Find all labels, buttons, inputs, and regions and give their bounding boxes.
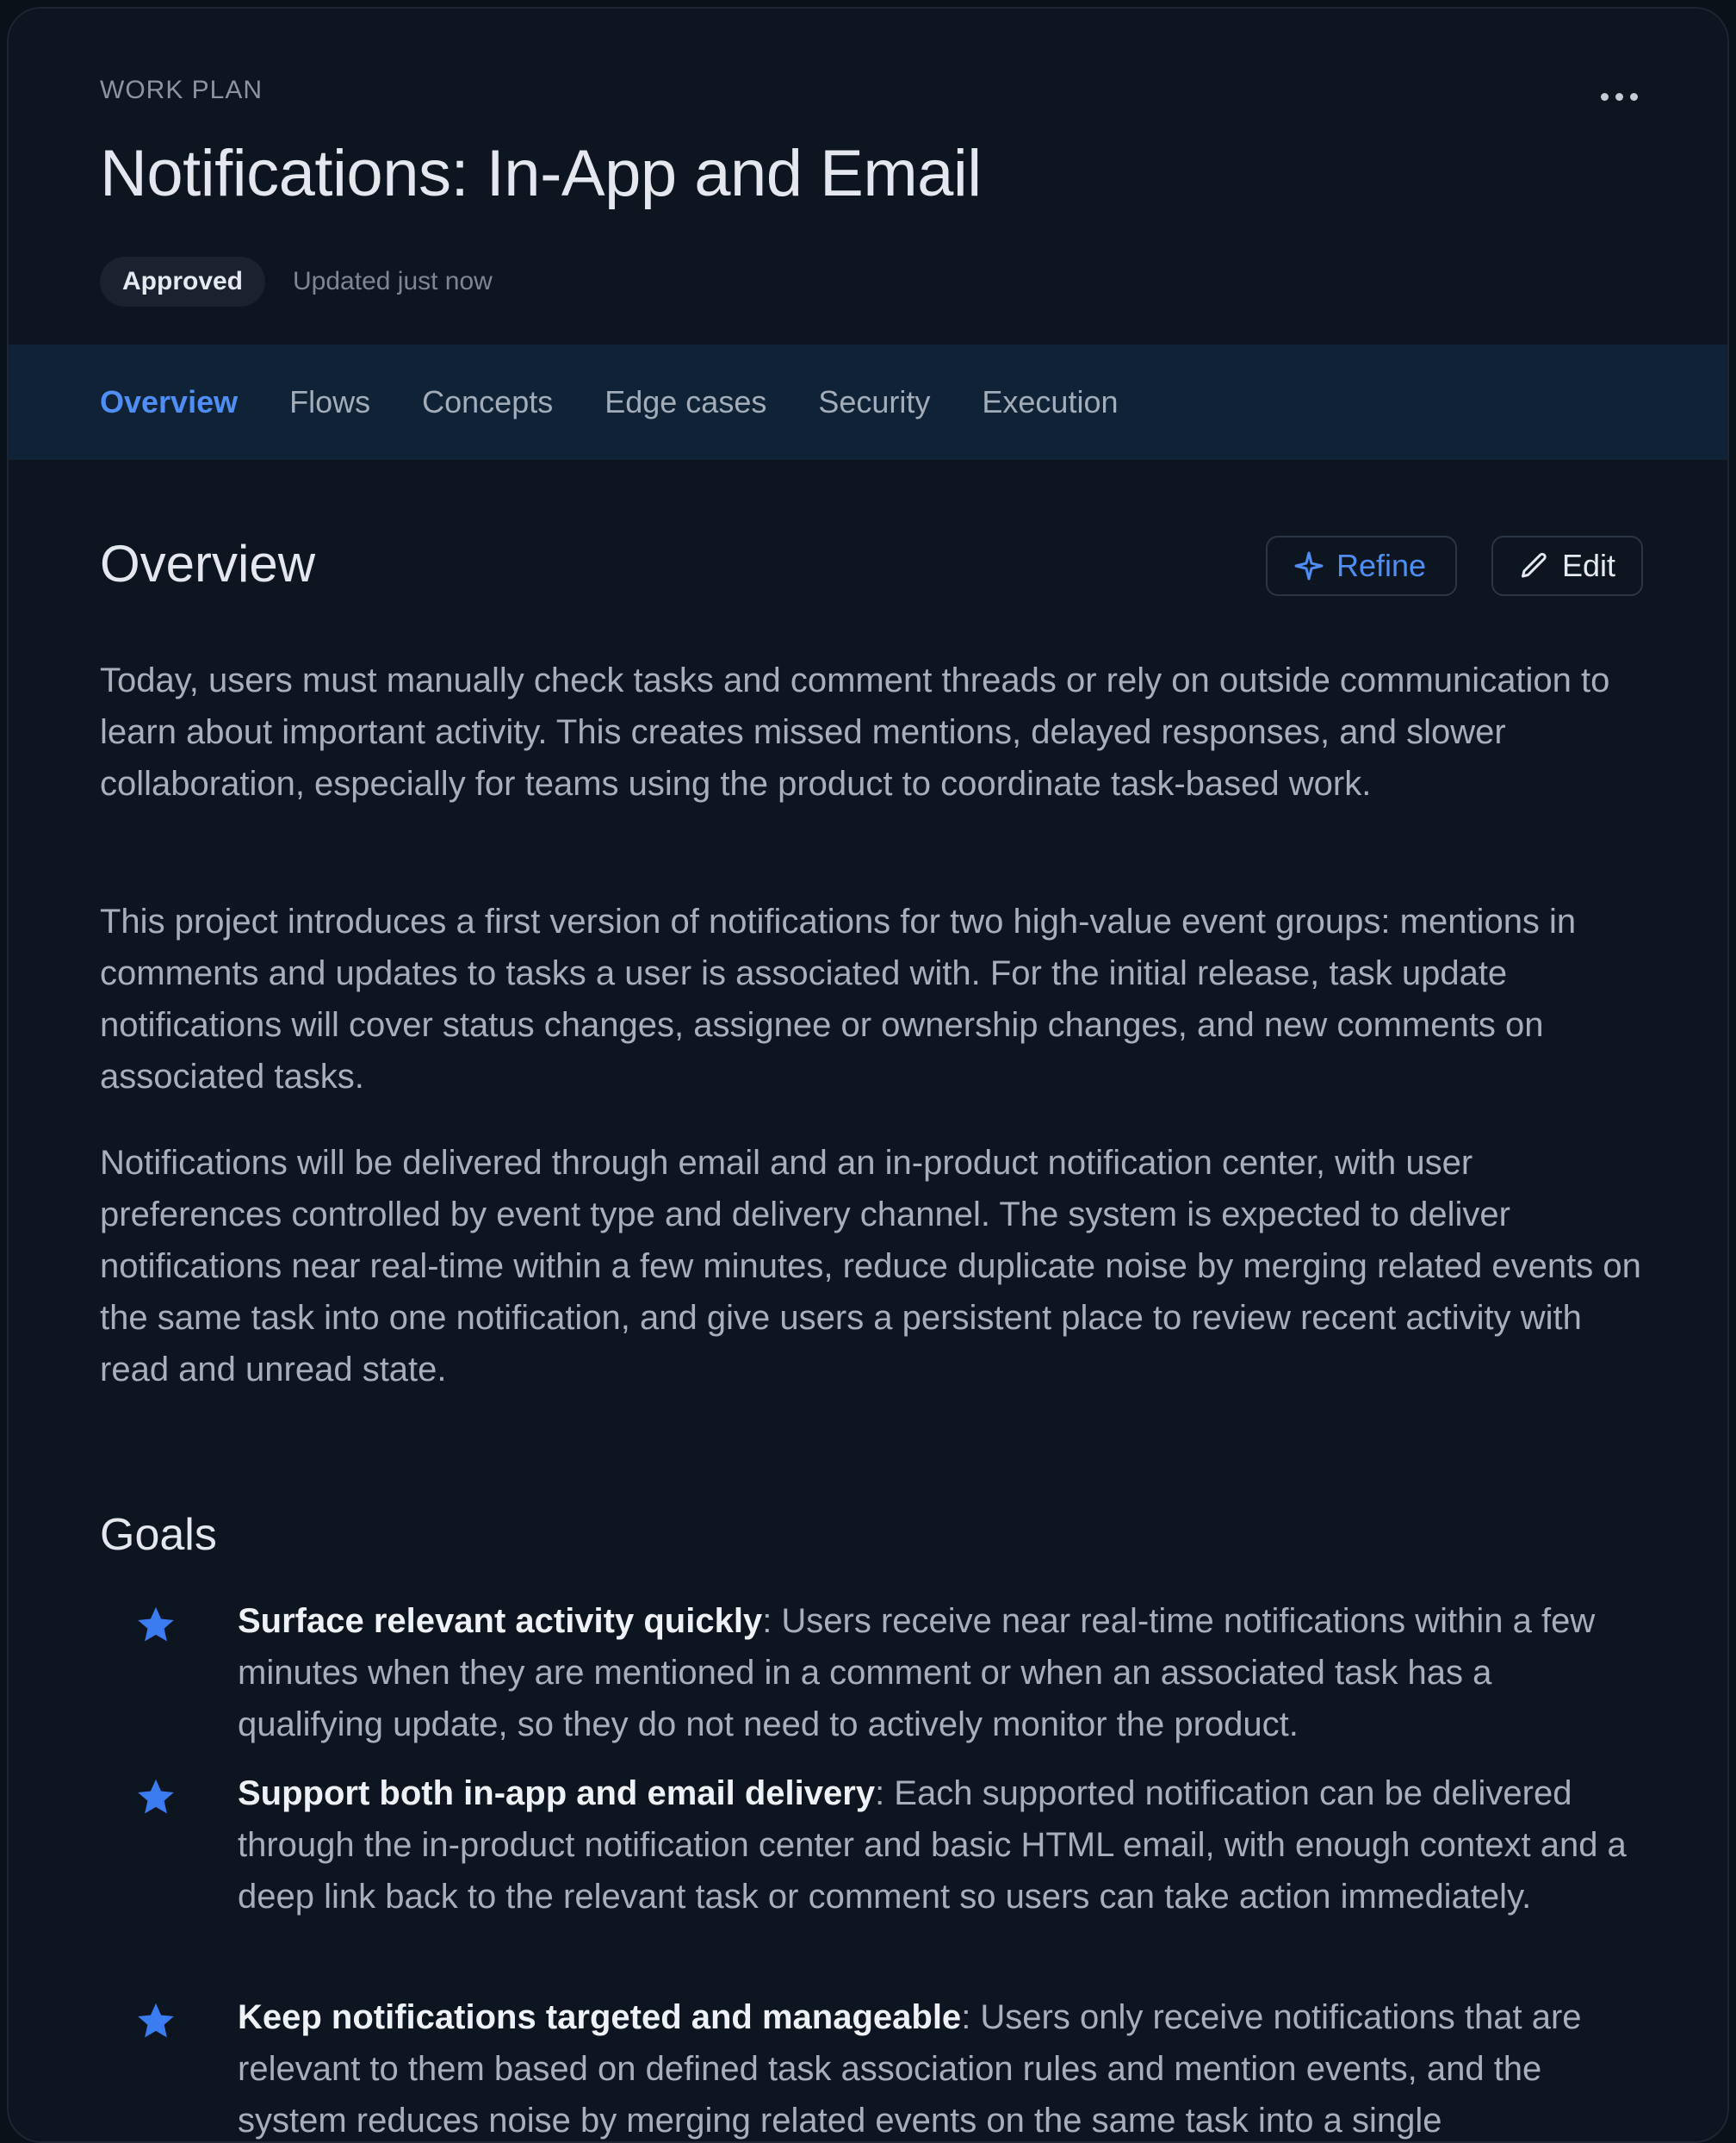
goal-heading: Keep notifications targeted and manageable [238,1998,962,2036]
more-horizontal-icon [1615,93,1623,101]
star-icon [134,1776,177,1819]
tab-bar [9,345,1727,460]
status-row [100,257,493,307]
tab-overview[interactable]: Overview [100,384,239,419]
goal-text [238,1991,1641,2143]
star-icon [134,2000,177,2043]
section-title: Overview [100,535,316,593]
star-icon [134,1604,177,1647]
overview-paragraph: Notifications will be delivered through email and an in-product notification center, with user preferences controlled by event type and delivery channel. The system is expected to deliver notifications near real-time within a few minutes, reduce duplicate noise by merging related events on the same task into one notification, and give users a persistent place to review recent activity with read and unread state. [100,1144,1641,1388]
work-plan-card [7,7,1729,2143]
updated-timestamp: Updated just now [293,267,493,295]
goal-body: : Users receive near real-time notifications within a few minutes when they are mentioned in a comment or when an associated task has a qualifying update, so they do not need to actively monitor the product. [238,1602,1596,1743]
goal-body: : Each supported notification can be delivered through the in-product notification center and basic HTML email, with enough context and a deep link back to the relevant task or comment so users can take action immediately. [238,1774,1627,1916]
tab-security[interactable]: Security [818,384,931,419]
tab-execution[interactable]: Execution [982,384,1119,419]
tab-flows[interactable]: Flows [289,384,371,419]
goal-text [238,1595,1641,1750]
tab-concepts[interactable]: Concepts [422,384,554,419]
sparkle-icon [1293,550,1324,581]
page-title: Notifications: In-App and Email [100,137,982,210]
overview-paragraph: This project introduces a first version of notifications for two high-value event groups: mentions in comments and updates to tasks a user is associated with. For the initial release, task update notifications will cover status changes, assignee or ownership changes, and new comments on associated tasks. [100,903,1577,1096]
goal-heading: Surface relevant activity quickly [238,1602,763,1640]
status-badge: Approved [100,257,265,307]
goal-heading: Support both in-app and email delivery [238,1774,876,1812]
section-header [100,534,1641,598]
edit-label: Edit [1562,548,1616,583]
refine-button[interactable] [1266,536,1457,596]
edit-button[interactable] [1491,536,1643,596]
tab-edge-cases[interactable]: Edge cases [604,384,767,419]
more-horizontal-icon [1601,93,1609,101]
more-horizontal-icon [1630,93,1638,101]
refine-label: Refine [1336,548,1427,583]
goal-text [238,1767,1641,1922]
overview-paragraph: Today, users must manually check tasks and comment threads or rely on outside communication to learn about important activity. This creates missed mentions, delayed responses, and slower collaboration, especially for teams using the product to coordinate task-based work. [100,662,1610,803]
pencil-icon [1519,550,1550,581]
more-options-button[interactable] [1584,79,1653,114]
eyebrow-label: WORK PLAN [100,76,264,104]
plan-header [9,9,1727,343]
goal-body: : Users only receive notifications that are relevant to them based on defined task association rules and mention events, and the system reduces noise by merging related events on the same task into a single [238,1998,1582,2140]
goals-title: Goals [100,1510,217,1560]
